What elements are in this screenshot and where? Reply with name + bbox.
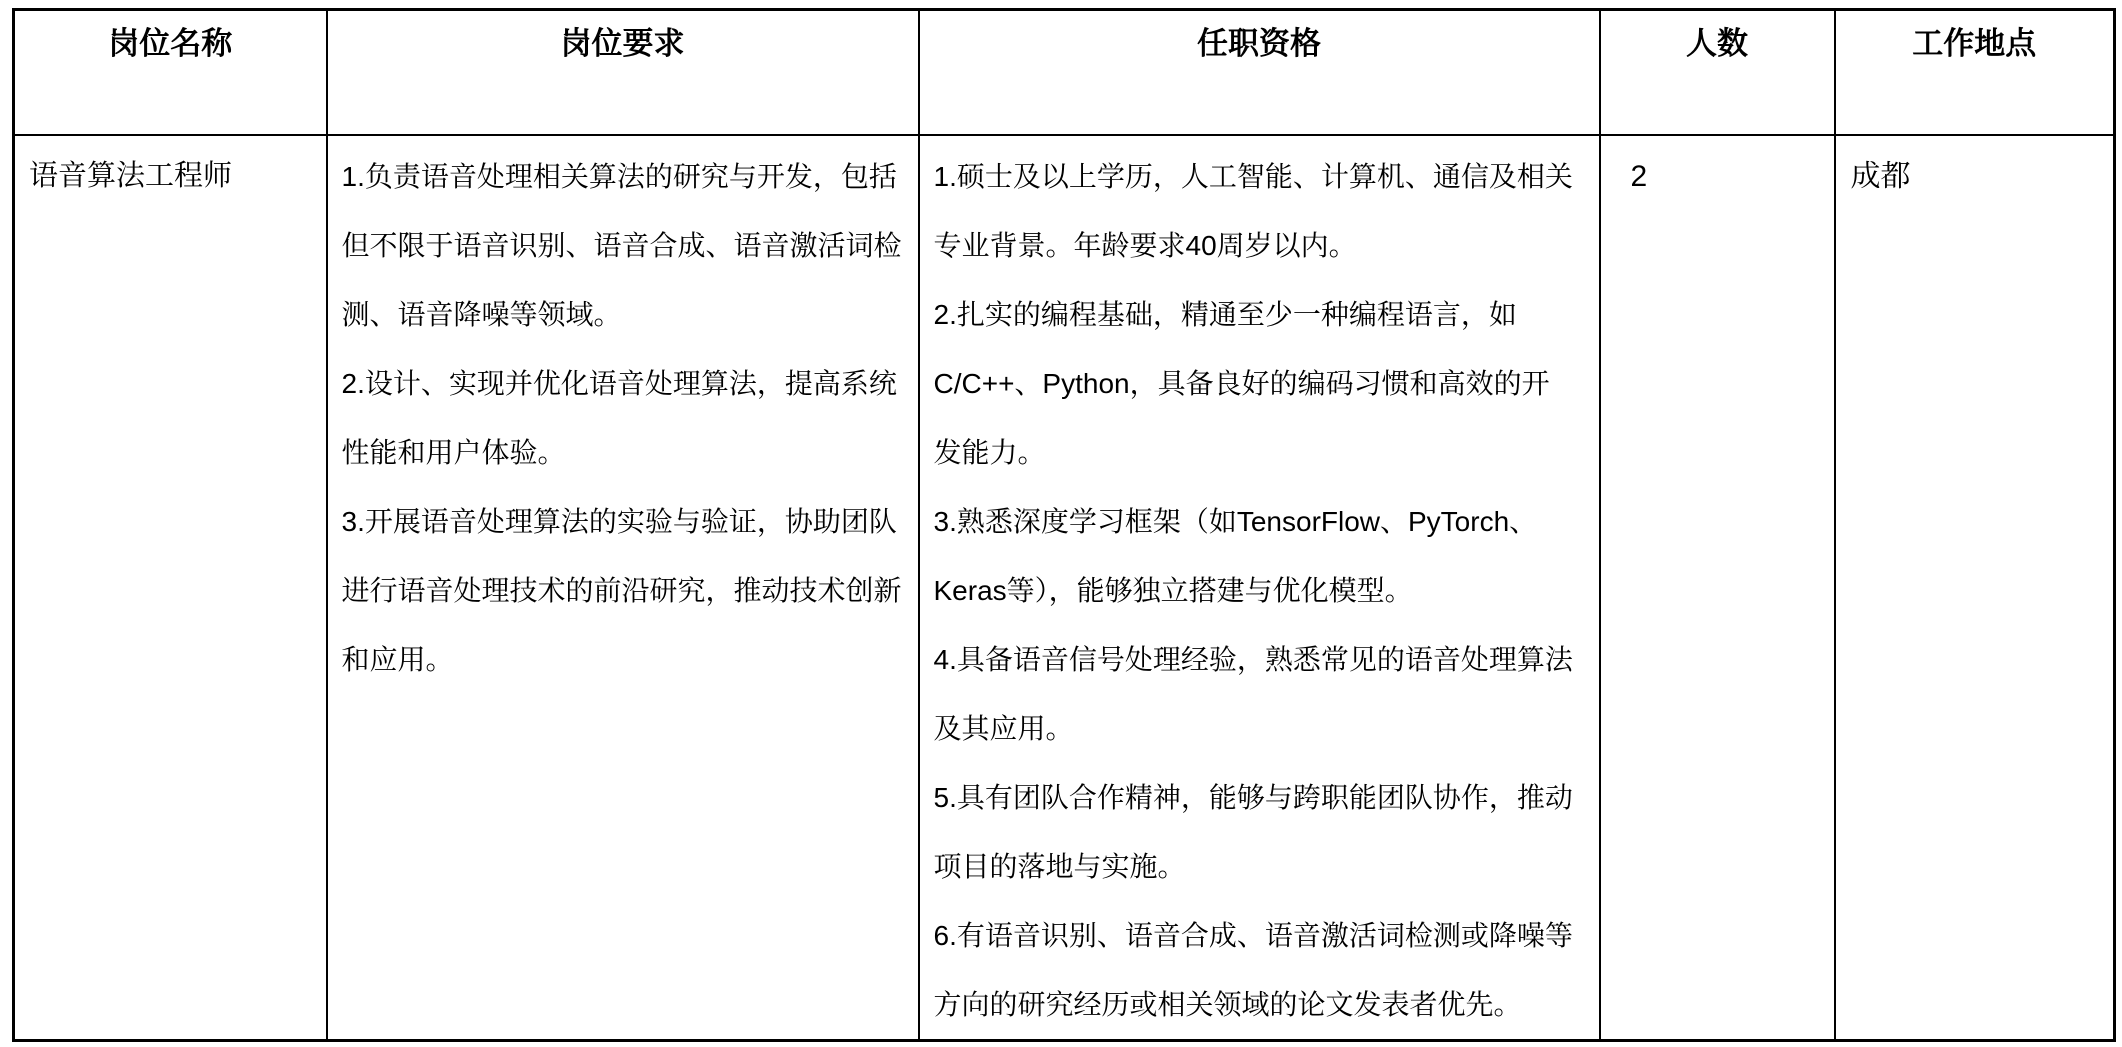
text-line: Keras等），能够独立搭建与优化模型。 [933,574,1413,606]
header-work-location: 工作地点 [1835,10,2115,135]
job-positions-table [12,8,2116,1042]
text-line: 1.负责语音处理相关算法的研究与开发，包括 [341,160,897,192]
header-qualifications: 任职资格 [919,10,1600,135]
text-line: 3.熟悉深度学习框架（如TensorFlow、PyTorch、 [933,505,1538,537]
table-row [14,135,2115,1041]
text-line: 及其应用。 [933,712,1074,744]
cell-headcount: 2 [1600,135,1835,1041]
text-line: 6.有语音识别、语音合成、语音激活词检测或降噪等 [933,919,1573,951]
text-line: 2.设计、实现并优化语音处理算法，提高系统 [341,367,897,399]
text-line: 1.硕士及以上学历，人工智能、计算机、通信及相关 [933,160,1573,192]
text-line: 性能和用户体验。 [341,436,566,468]
text-line: 测、语音降噪等领域。 [341,298,622,330]
text-line: 和应用。 [341,643,454,675]
table-header-row [14,10,2115,135]
cell-qualifications [919,135,1600,1041]
text-line: 5.具有团队合作精神，能够与跨职能团队协作，推动 [933,781,1573,813]
header-position-name: 岗位名称 [14,10,327,135]
text-line: 3.开展语音处理算法的实验与验证，协助团队 [341,505,897,537]
text-line: 专业背景。年龄要求40周岁以内。 [933,229,1357,261]
text-line: 方向的研究经历或相关领域的论文发表者优先。 [933,988,1522,1020]
text-line: C/C++、Python，具备良好的编码习惯和高效的开 [933,367,1550,399]
cell-position-name: 语音算法工程师 [14,135,327,1041]
text-line: 发能力。 [933,436,1046,468]
header-position-requirements: 岗位要求 [327,10,919,135]
text-line: 项目的落地与实施。 [933,850,1186,882]
cell-position-requirements [327,135,919,1041]
text-line: 2.扎实的编程基础，精通至少一种编程语言，如 [933,298,1517,330]
cell-work-location: 成都 [1835,135,2115,1041]
text-line: 但不限于语音识别、语音合成、语音激活词检 [341,229,902,261]
header-headcount: 人数 [1600,10,1835,135]
text-line: 进行语音处理技术的前沿研究，推动技术创新 [341,574,902,606]
text-line: 4.具备语音信号处理经验，熟悉常见的语音处理算法 [933,643,1573,675]
